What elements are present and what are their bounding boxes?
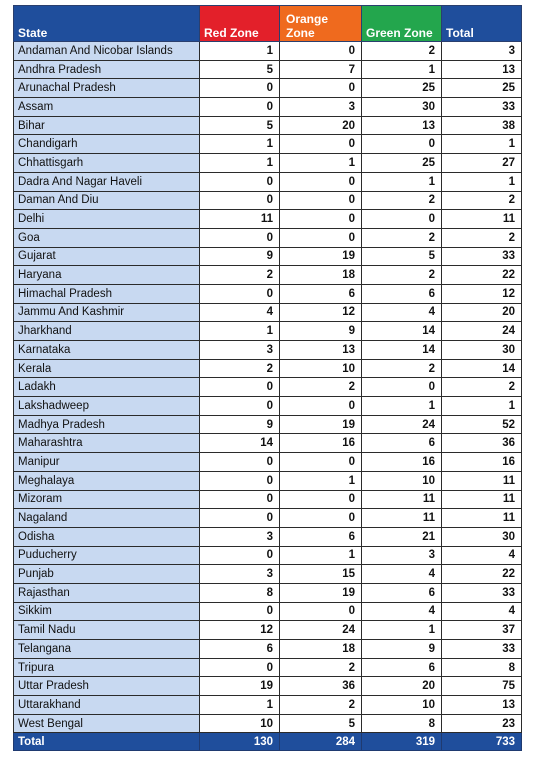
cell-orange-zone: 0 [280,397,362,416]
cell-green-zone: 2 [362,359,442,378]
cell-total: 33 [442,247,522,266]
table-row [14,527,522,546]
cell-total: 22 [442,266,522,285]
cell-orange-zone: 2 [280,378,362,397]
table-row [14,135,522,154]
cell-total: 11 [442,471,522,490]
cell-green-zone: 6 [362,583,442,602]
cell-green-zone: 14 [362,341,442,360]
cell-state: Maharashtra [14,434,200,453]
cell-state: Gujarat [14,247,200,266]
table-row [14,116,522,135]
table-row [14,471,522,490]
cell-total: 13 [442,696,522,715]
cell-orange-zone: 1 [280,546,362,565]
cell-red-zone: 12 [200,621,280,640]
table-row [14,546,522,565]
cell-state: Lakshadweep [14,397,200,416]
cell-red-zone: 11 [200,210,280,229]
cell-red-zone: 2 [200,266,280,285]
cell-total: 33 [442,640,522,659]
cell-orange-zone: 0 [280,42,362,61]
table-row [14,172,522,191]
cell-orange-zone: 15 [280,565,362,584]
cell-red-zone: 0 [200,284,280,303]
cell-red-zone: 1 [200,42,280,61]
cell-total: 33 [442,583,522,602]
cell-orange-zone: 18 [280,640,362,659]
cell-green-zone: 2 [362,266,442,285]
cell-green-zone: 21 [362,527,442,546]
cell-total: 11 [442,509,522,528]
totals-total: 733 [442,733,522,751]
cell-state: Andhra Pradesh [14,60,200,79]
cell-orange-zone: 6 [280,527,362,546]
cell-orange-zone: 19 [280,583,362,602]
cell-orange-zone: 5 [280,714,362,733]
cell-state: Odisha [14,527,200,546]
cell-total: 52 [442,415,522,434]
cell-orange-zone: 9 [280,322,362,341]
cell-state: Goa [14,228,200,247]
cell-state: Puducherry [14,546,200,565]
cell-orange-zone: 3 [280,98,362,117]
cell-orange-zone: 0 [280,210,362,229]
table-row [14,42,522,61]
table-row [14,434,522,453]
cell-total: 11 [442,490,522,509]
header-orange-zone: Orange Zone [280,6,362,42]
cell-orange-zone: 2 [280,696,362,715]
cell-red-zone: 0 [200,172,280,191]
table-row [14,210,522,229]
cell-total: 20 [442,303,522,322]
cell-red-zone: 0 [200,98,280,117]
cell-red-zone: 5 [200,116,280,135]
cell-red-zone: 1 [200,154,280,173]
cell-red-zone: 9 [200,415,280,434]
cell-green-zone: 24 [362,415,442,434]
cell-state: Andaman And Nicobar Islands [14,42,200,61]
cell-red-zone: 2 [200,359,280,378]
cell-red-zone: 0 [200,602,280,621]
cell-state: Uttar Pradesh [14,677,200,696]
cell-red-zone: 14 [200,434,280,453]
cell-green-zone: 2 [362,191,442,210]
cell-red-zone: 0 [200,79,280,98]
totals-label: Total [14,733,200,751]
table-row [14,453,522,472]
cell-state: Himachal Pradesh [14,284,200,303]
table-row [14,583,522,602]
cell-green-zone: 0 [362,135,442,154]
table-row [14,397,522,416]
cell-state: Chandigarh [14,135,200,154]
cell-green-zone: 20 [362,677,442,696]
cell-total: 30 [442,527,522,546]
cell-green-zone: 6 [362,284,442,303]
cell-orange-zone: 0 [280,509,362,528]
cell-total: 4 [442,546,522,565]
header-green-zone: Green Zone [362,6,442,42]
cell-green-zone: 13 [362,116,442,135]
cell-red-zone: 5 [200,60,280,79]
cell-green-zone: 2 [362,42,442,61]
cell-green-zone: 5 [362,247,442,266]
cell-red-zone: 0 [200,546,280,565]
cell-state: Ladakh [14,378,200,397]
cell-orange-zone: 7 [280,60,362,79]
cell-green-zone: 0 [362,210,442,229]
table-header [14,6,522,42]
cell-green-zone: 4 [362,602,442,621]
cell-state: Tripura [14,658,200,677]
cell-state: Telangana [14,640,200,659]
table-row [14,621,522,640]
cell-red-zone: 1 [200,696,280,715]
table-row [14,247,522,266]
cell-total: 1 [442,397,522,416]
cell-total: 38 [442,116,522,135]
table-row [14,640,522,659]
cell-green-zone: 8 [362,714,442,733]
cell-state: Dadra And Nagar Haveli [14,172,200,191]
cell-state: Rajasthan [14,583,200,602]
cell-green-zone: 1 [362,172,442,191]
table-row [14,415,522,434]
table-row [14,60,522,79]
cell-green-zone: 1 [362,60,442,79]
cell-orange-zone: 0 [280,453,362,472]
cell-state: Sikkim [14,602,200,621]
table-row [14,658,522,677]
cell-orange-zone: 36 [280,677,362,696]
table-row [14,228,522,247]
cell-orange-zone: 16 [280,434,362,453]
cell-state: Madhya Pradesh [14,415,200,434]
cell-orange-zone: 0 [280,172,362,191]
cell-state: Jharkhand [14,322,200,341]
cell-green-zone: 30 [362,98,442,117]
cell-state: Uttarakhand [14,696,200,715]
cell-red-zone: 1 [200,135,280,154]
cell-red-zone: 9 [200,247,280,266]
cell-orange-zone: 19 [280,247,362,266]
cell-state: Kerala [14,359,200,378]
table-row [14,490,522,509]
cell-total: 4 [442,602,522,621]
cell-red-zone: 0 [200,453,280,472]
cell-green-zone: 6 [362,658,442,677]
header-state: State [14,6,200,42]
totals-red: 130 [200,733,280,751]
cell-total: 16 [442,453,522,472]
cell-green-zone: 16 [362,453,442,472]
cell-red-zone: 0 [200,509,280,528]
table-row [14,303,522,322]
cell-orange-zone: 1 [280,471,362,490]
cell-green-zone: 14 [362,322,442,341]
cell-total: 27 [442,154,522,173]
cell-red-zone: 3 [200,527,280,546]
cell-orange-zone: 18 [280,266,362,285]
cell-total: 2 [442,191,522,210]
zone-table-sheet [13,5,521,751]
header-total: Total [442,6,522,42]
cell-orange-zone: 0 [280,228,362,247]
cell-red-zone: 8 [200,583,280,602]
table-row [14,98,522,117]
cell-red-zone: 0 [200,490,280,509]
cell-state: Delhi [14,210,200,229]
cell-orange-zone: 20 [280,116,362,135]
table-body [14,42,522,733]
cell-green-zone: 4 [362,565,442,584]
cell-state: Arunachal Pradesh [14,79,200,98]
cell-state: Manipur [14,453,200,472]
cell-green-zone: 10 [362,471,442,490]
cell-green-zone: 11 [362,509,442,528]
cell-orange-zone: 0 [280,602,362,621]
cell-state: West Bengal [14,714,200,733]
cell-orange-zone: 1 [280,154,362,173]
cell-green-zone: 10 [362,696,442,715]
cell-green-zone: 25 [362,79,442,98]
table-row [14,341,522,360]
cell-orange-zone: 0 [280,191,362,210]
cell-state: Haryana [14,266,200,285]
cell-state: Karnataka [14,341,200,360]
table-row [14,565,522,584]
cell-green-zone: 9 [362,640,442,659]
cell-total: 25 [442,79,522,98]
cell-total: 22 [442,565,522,584]
totals-orange: 284 [280,733,362,751]
cell-state: Bihar [14,116,200,135]
cell-state: Tamil Nadu [14,621,200,640]
cell-total: 3 [442,42,522,61]
table-row [14,284,522,303]
table-row [14,677,522,696]
cell-orange-zone: 2 [280,658,362,677]
cell-orange-zone: 13 [280,341,362,360]
table-row [14,359,522,378]
cell-state: Mizoram [14,490,200,509]
cell-green-zone: 3 [362,546,442,565]
cell-total: 75 [442,677,522,696]
cell-state: Jammu And Kashmir [14,303,200,322]
cell-red-zone: 3 [200,341,280,360]
table-row [14,509,522,528]
cell-red-zone: 6 [200,640,280,659]
cell-orange-zone: 0 [280,135,362,154]
cell-state: Nagaland [14,509,200,528]
table-row [14,696,522,715]
cell-red-zone: 3 [200,565,280,584]
totals-green: 319 [362,733,442,751]
cell-state: Assam [14,98,200,117]
cell-total: 11 [442,210,522,229]
cell-orange-zone: 19 [280,415,362,434]
table-row [14,79,522,98]
table-row [14,378,522,397]
cell-orange-zone: 24 [280,621,362,640]
cell-red-zone: 0 [200,228,280,247]
cell-total: 2 [442,228,522,247]
cell-red-zone: 0 [200,658,280,677]
totals-row [14,733,522,751]
cell-state: Punjab [14,565,200,584]
cell-red-zone: 10 [200,714,280,733]
cell-green-zone: 1 [362,397,442,416]
cell-total: 33 [442,98,522,117]
table-row [14,191,522,210]
cell-red-zone: 19 [200,677,280,696]
header-red-zone: Red Zone [200,6,280,42]
cell-green-zone: 1 [362,621,442,640]
cell-state: Meghalaya [14,471,200,490]
table-row [14,322,522,341]
cell-orange-zone: 10 [280,359,362,378]
table-footer [14,733,522,751]
cell-green-zone: 11 [362,490,442,509]
cell-state: Chhattisgarh [14,154,200,173]
cell-total: 30 [442,341,522,360]
cell-green-zone: 25 [362,154,442,173]
cell-total: 1 [442,135,522,154]
header-row [14,6,522,42]
cell-green-zone: 2 [362,228,442,247]
cell-orange-zone: 0 [280,490,362,509]
cell-total: 12 [442,284,522,303]
cell-red-zone: 0 [200,191,280,210]
table-row [14,154,522,173]
cell-total: 24 [442,322,522,341]
cell-red-zone: 0 [200,471,280,490]
cell-orange-zone: 12 [280,303,362,322]
cell-red-zone: 0 [200,397,280,416]
cell-total: 36 [442,434,522,453]
cell-state: Daman And Diu [14,191,200,210]
cell-total: 2 [442,378,522,397]
cell-total: 1 [442,172,522,191]
cell-green-zone: 6 [362,434,442,453]
table-row [14,714,522,733]
table-row [14,602,522,621]
cell-total: 23 [442,714,522,733]
cell-green-zone: 4 [362,303,442,322]
cell-total: 14 [442,359,522,378]
table-row [14,266,522,285]
cell-total: 13 [442,60,522,79]
cell-total: 8 [442,658,522,677]
cell-orange-zone: 0 [280,79,362,98]
cell-total: 37 [442,621,522,640]
cell-orange-zone: 6 [280,284,362,303]
cell-green-zone: 0 [362,378,442,397]
cell-red-zone: 0 [200,378,280,397]
cell-red-zone: 1 [200,322,280,341]
zone-table [13,5,522,751]
cell-red-zone: 4 [200,303,280,322]
